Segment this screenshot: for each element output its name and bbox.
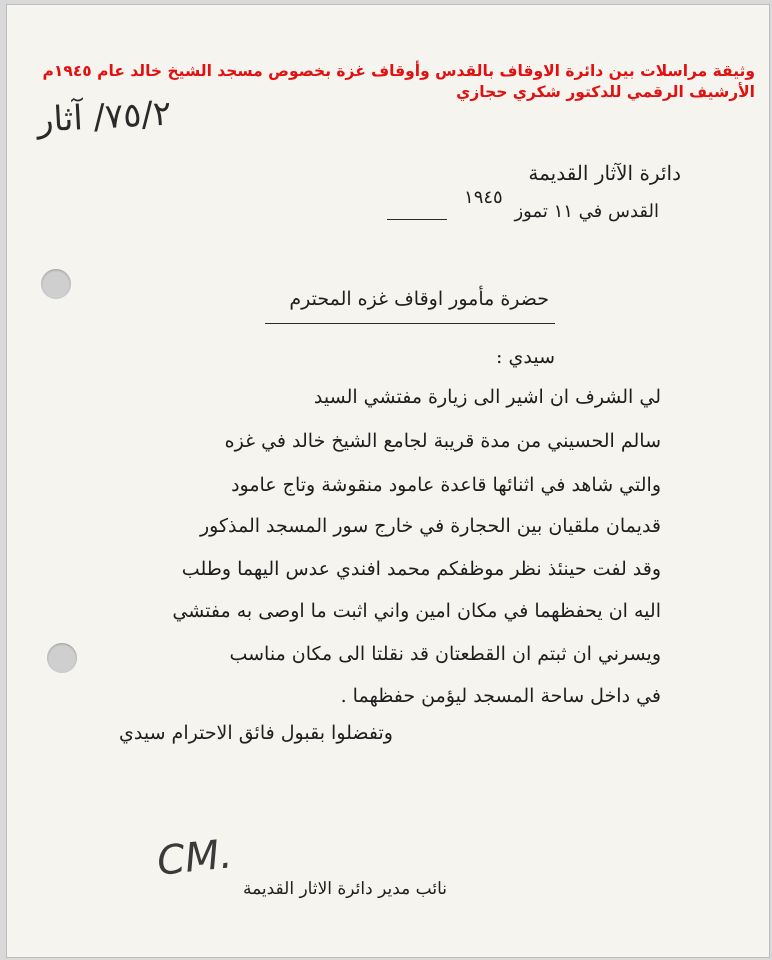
date-year: ١٩٤٥ [464, 187, 503, 208]
date-underline [387, 219, 447, 220]
body-line: والتي شاهد في اثنائها قاعدة عامود منقوشة وتاج عامود [231, 474, 661, 496]
signature-title: نائب مدير دائرة الاثار القديمة [242, 879, 447, 899]
date-place: القدس في ١١ تموز [514, 201, 659, 222]
body-line: اليه ان يحفظهما في مكان امين واني اثبت ما اوصى به مفتشي [172, 600, 661, 622]
department-heading: دائرة الآثار القديمة [528, 161, 681, 185]
handwritten-initials: CM. [154, 831, 235, 885]
body-line: وقد لفت حينئذ نظر موظفكم محمد افندي عدس اليهما وطلب [181, 558, 661, 580]
caption-archive: الأرشيف الرقمي للدكتور شكري حجازي [456, 83, 755, 101]
body-line: قديمان ملقيان بين الحجارة في خارج سور المسجد المذكور [199, 515, 661, 537]
punch-hole-top [41, 269, 71, 299]
body-line: سالم الحسيني من مدة قريبة لجامع الشيخ خالد في غزه [224, 430, 661, 452]
closing-line: وتفضلوا بقبول فائق الاحترام سيدي [119, 722, 393, 744]
letter-page [6, 4, 770, 958]
addressee: حضرة مأمور اوقاف غزه المحترم [289, 288, 549, 310]
caption-title: وثيقة مراسلات بين دائرة الاوقاف بالقدس وأوقاف غزة بخصوص مسجد الشيخ خالد عام ١٩٤٥م [42, 62, 755, 80]
salutation: سيدي : [496, 346, 555, 368]
addressee-underline [265, 323, 555, 324]
body-line: ويسرني ان ثبتم ان القطعتان قد نقلتا الى مكان مناسب [229, 643, 661, 665]
date-line [464, 187, 659, 222]
punch-hole-bottom [47, 643, 77, 673]
body-line: لي الشرف ان اشير الى زيارة مفتشي السيد [313, 386, 661, 408]
body-line: في داخل ساحة المسجد ليؤمن حفظهما . [340, 685, 661, 707]
marginal-note: ٧٥/٢/ آثار [36, 93, 173, 141]
